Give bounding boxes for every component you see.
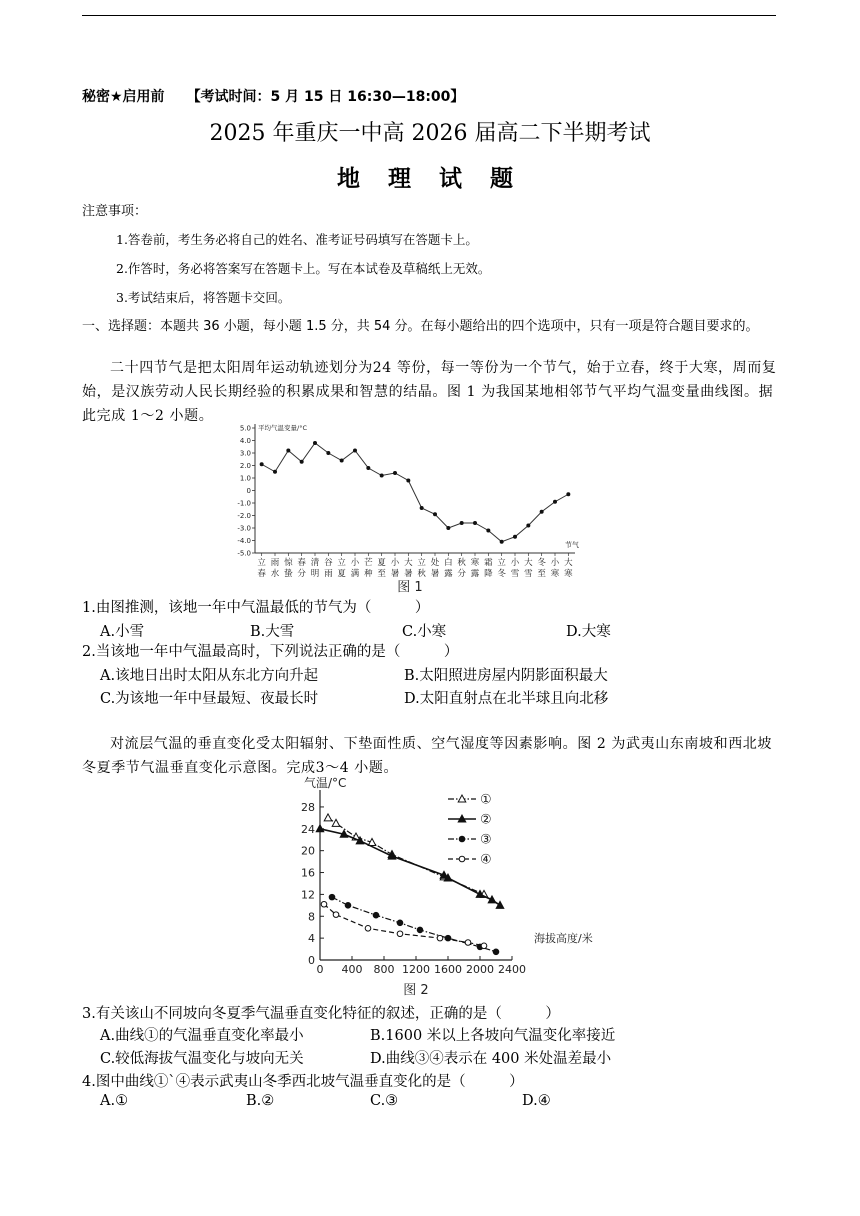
top-rule <box>82 15 776 16</box>
data-point <box>496 901 504 908</box>
x-tick-label: 露 <box>444 569 453 579</box>
x-tick-label: 1600 <box>434 963 462 976</box>
data-point <box>540 510 544 514</box>
data-point <box>473 521 477 525</box>
x-tick-label: 小 <box>550 558 560 568</box>
question-2-option-a: A.该地日出时太阳从东北方向升起 <box>100 668 319 684</box>
question-3-option-a: A.曲线①的气温垂直变化率最小 <box>100 1028 304 1044</box>
x-tick-label: 芒 <box>364 558 373 568</box>
y-tick-label: -1.0 <box>237 499 251 508</box>
data-point <box>353 449 357 453</box>
subject-title: 地 理 试 题 <box>336 166 524 192</box>
question-3-option-b: B.1600 米以上各坡向气温变化率接近 <box>370 1028 616 1044</box>
data-point <box>321 901 327 907</box>
confidential-label: 秘密★启用前 <box>82 89 165 105</box>
y-tick-label: 28 <box>301 800 315 814</box>
y-tick-label: 12 <box>301 888 315 902</box>
data-point <box>333 912 339 918</box>
y-axis-title: 平均气温变量/°C <box>258 424 307 432</box>
data-point <box>459 856 465 862</box>
x-tick-label: 冬 <box>497 569 506 579</box>
data-point <box>397 931 403 937</box>
data-point <box>406 479 410 483</box>
x-tick-label: 立 <box>497 558 506 568</box>
data-point <box>313 441 317 445</box>
x-tick-label: 暑 <box>404 569 413 579</box>
y-axis-title: 气温/°C <box>304 776 347 790</box>
x-tick-label: 0 <box>316 963 324 976</box>
data-point <box>397 920 403 926</box>
question-2-stem: 2.当该地一年中气温最高时，下列说法正确的是（ ） <box>82 644 459 660</box>
data-point <box>273 470 277 474</box>
x-tick-label: 水 <box>270 569 280 579</box>
x-tick-label: 暑 <box>430 569 440 579</box>
data-point <box>324 814 332 821</box>
notice-item: 2.作答时，务必将答案写在答题卡上。写在本试卷及草稿纸上无效。 <box>116 261 491 276</box>
x-tick-label: 大 <box>404 558 413 568</box>
question-3-option-c: C.较低海拔气温变化与坡向无关 <box>100 1051 304 1067</box>
x-tick-label: 雨 <box>324 569 333 579</box>
legend-label: ① <box>480 792 492 808</box>
x-tick-label: 寒 <box>564 569 573 579</box>
legend-label: ② <box>480 812 492 828</box>
data-point <box>373 912 379 918</box>
question-1-option-c: C.小寒 <box>402 624 447 640</box>
series-line <box>320 829 500 906</box>
x-tick-label: 春 <box>257 569 266 579</box>
data-point <box>459 836 465 842</box>
x-tick-label: 至 <box>377 569 386 579</box>
x-tick-label: 春 <box>297 558 306 568</box>
figure-1-chart <box>225 420 595 600</box>
x-tick-label: 寒 <box>550 569 560 579</box>
data-point <box>433 512 437 516</box>
x-tick-label: 小 <box>510 558 520 568</box>
section-heading: 一、选择题：本题共 36 小题，每小题 1.5 分，共 54 分。在每小题给出的四个选项中，只有一项是符合题目要求的。 <box>82 319 759 334</box>
y-tick-label: 1.0 <box>239 474 251 483</box>
x-tick-label: 夏 <box>337 569 346 579</box>
y-tick-label: 4 <box>308 932 315 946</box>
question-4-option-c: C.③ <box>370 1093 399 1109</box>
x-tick-label: 秋 <box>417 569 426 579</box>
series-line <box>324 904 484 946</box>
x-tick-label: 满 <box>350 569 360 579</box>
passage-1: 二十四节气是把太阳周年运动轨迹划分为24 等份，每一等份为一个节气，始于立春，终于大寒，周而复始，是汉族劳动人民长期经验的积累成果和智慧的结晶。图 1 为我国某地相邻节气平均气温变量曲线图。据此完成 1～2 小题。 <box>82 360 777 424</box>
x-tick-label: 雪 <box>510 569 520 579</box>
x-tick-label: 2400 <box>498 963 526 976</box>
data-point <box>260 462 264 466</box>
y-tick-label: 24 <box>301 822 315 836</box>
y-tick-label: 20 <box>301 844 315 858</box>
x-tick-label: 冬 <box>537 558 546 568</box>
passage-2: 对流层气温的垂直变化受太阳辐射、下垫面性质、空气湿度等因素影响。图 2 为武夷山东南坡和西北坡冬夏季节气温垂直变化示意图。完成3～4 小题。 <box>82 736 773 776</box>
x-tick-label: 立 <box>337 558 346 568</box>
x-axis-title: 海拔高度/米 <box>534 932 593 945</box>
x-tick-label: 大 <box>524 558 533 568</box>
question-4-option-d: D.④ <box>522 1093 551 1109</box>
data-point <box>493 949 499 955</box>
question-1-option-d: D.大寒 <box>566 624 611 640</box>
x-tick-label: 暑 <box>390 569 400 579</box>
x-tick-label: 蛰 <box>284 569 293 579</box>
figure-2-chart <box>290 772 630 1000</box>
question-3-stem: 3.有关该山不同坡向冬夏季气温垂直变化特征的叙述，正确的是（ ） <box>82 1006 560 1022</box>
data-point <box>513 535 517 539</box>
x-tick-label: 惊 <box>284 558 293 568</box>
legend-label: ④ <box>480 852 492 868</box>
notice-heading: 注意事项： <box>82 204 148 219</box>
x-tick-label: 至 <box>537 569 546 579</box>
x-tick-label: 400 <box>341 963 363 976</box>
y-tick-label: -3.0 <box>237 524 251 533</box>
data-point <box>486 529 490 533</box>
data-point <box>340 459 344 463</box>
x-tick-label: 白 <box>444 558 453 568</box>
exam-header-line <box>82 86 464 106</box>
x-tick-label: 寒 <box>470 558 480 568</box>
y-tick-label: -2.0 <box>237 512 251 520</box>
question-1-option-a: A.小雪 <box>100 624 145 640</box>
x-tick-label: 霜 <box>484 558 493 568</box>
x-tick-label: 分 <box>297 569 306 579</box>
x-tick-label: 2000 <box>466 963 494 976</box>
x-tick-label: 雪 <box>524 569 533 579</box>
figure-caption: 图 2 <box>403 983 429 998</box>
question-1-option-b: B.大雪 <box>250 624 295 640</box>
legend-label: ③ <box>480 832 492 848</box>
x-tick-label: 明 <box>310 569 320 579</box>
data-point <box>380 474 384 478</box>
data-point <box>500 540 504 544</box>
x-tick-label: 800 <box>373 963 395 976</box>
notice-item: 3.考试结束后，将答题卡交回。 <box>116 290 291 305</box>
x-tick-label: 秋 <box>457 558 466 568</box>
question-2-option-d: D.太阳直射点在北半球且向北移 <box>404 691 609 707</box>
data-point <box>329 894 335 900</box>
data-point <box>316 825 324 832</box>
y-tick-label: -5.0 <box>237 549 251 558</box>
question-4-option-a: A.① <box>100 1093 129 1109</box>
x-tick-label: 小 <box>390 558 400 568</box>
x-tick-label: 立 <box>257 558 266 568</box>
data-point <box>553 500 557 504</box>
question-1-stem: 1.由图推测，该地一年中气温最低的节气为（ ） <box>82 600 430 616</box>
data-point <box>460 521 464 525</box>
series-line <box>262 443 569 542</box>
exam-title: 2025 年重庆一中高 2026 届高二下半期考试 <box>209 121 651 146</box>
x-tick-label: 1200 <box>402 963 430 976</box>
x-tick-label: 种 <box>364 569 373 579</box>
data-point <box>417 927 423 933</box>
data-point <box>366 466 370 470</box>
data-point <box>437 935 443 941</box>
question-3-option-d: D.曲线③④表示在 400 米处温差最小 <box>370 1051 612 1067</box>
x-tick-label: 谷 <box>324 558 333 568</box>
y-tick-label: 16 <box>301 866 315 880</box>
data-point <box>445 935 451 941</box>
x-tick-label: 夏 <box>377 558 386 568</box>
data-point <box>345 903 351 909</box>
x-tick-label: 处 <box>430 558 440 568</box>
x-axis-title: 节气 <box>565 541 579 549</box>
x-tick-label: 小 <box>350 558 360 568</box>
y-tick-label: 3.0 <box>239 449 251 458</box>
y-tick-label: 0 <box>308 954 315 967</box>
data-point <box>286 449 290 453</box>
data-point <box>326 451 330 455</box>
x-tick-label: 雨 <box>270 558 280 568</box>
notice-item: 1.答卷前，考生务必将自己的姓名、准考证号码填写在答题卡上。 <box>116 232 478 247</box>
x-tick-label: 分 <box>457 569 466 579</box>
y-tick-label: 0 <box>246 487 251 495</box>
figure-caption: 图 1 <box>397 580 423 595</box>
data-point <box>566 492 570 496</box>
x-tick-label: 露 <box>470 569 480 579</box>
y-tick-label: 5.0 <box>239 424 251 433</box>
data-point <box>465 940 471 946</box>
x-tick-label: 清 <box>310 558 320 568</box>
data-point <box>332 819 340 826</box>
y-tick-label: 8 <box>308 910 315 924</box>
question-4-stem: 4.图中曲线①`④表示武夷山冬季西北坡气温垂直变化的是（ ） <box>82 1074 524 1090</box>
x-tick-label: 大 <box>564 558 573 568</box>
data-point <box>446 526 450 530</box>
y-tick-label: 4.0 <box>239 437 251 445</box>
data-point <box>481 943 487 949</box>
data-point <box>420 506 424 510</box>
data-point <box>300 460 304 464</box>
exam-time: 【考试时间：5 月 15 日 16:30—18:00】 <box>186 89 465 105</box>
data-point <box>393 471 397 475</box>
y-tick-label: -4.0 <box>237 537 251 545</box>
question-4-option-b: B.② <box>246 1093 275 1109</box>
data-point <box>365 925 371 931</box>
x-tick-label: 降 <box>484 569 493 579</box>
y-tick-label: 2.0 <box>239 462 251 470</box>
data-point <box>526 524 530 528</box>
x-tick-label: 立 <box>417 558 426 568</box>
question-2-option-c: C.为该地一年中昼最短、夜最长时 <box>100 691 319 707</box>
question-2-option-b: B.太阳照进房屋内阴影面积最大 <box>404 668 608 684</box>
